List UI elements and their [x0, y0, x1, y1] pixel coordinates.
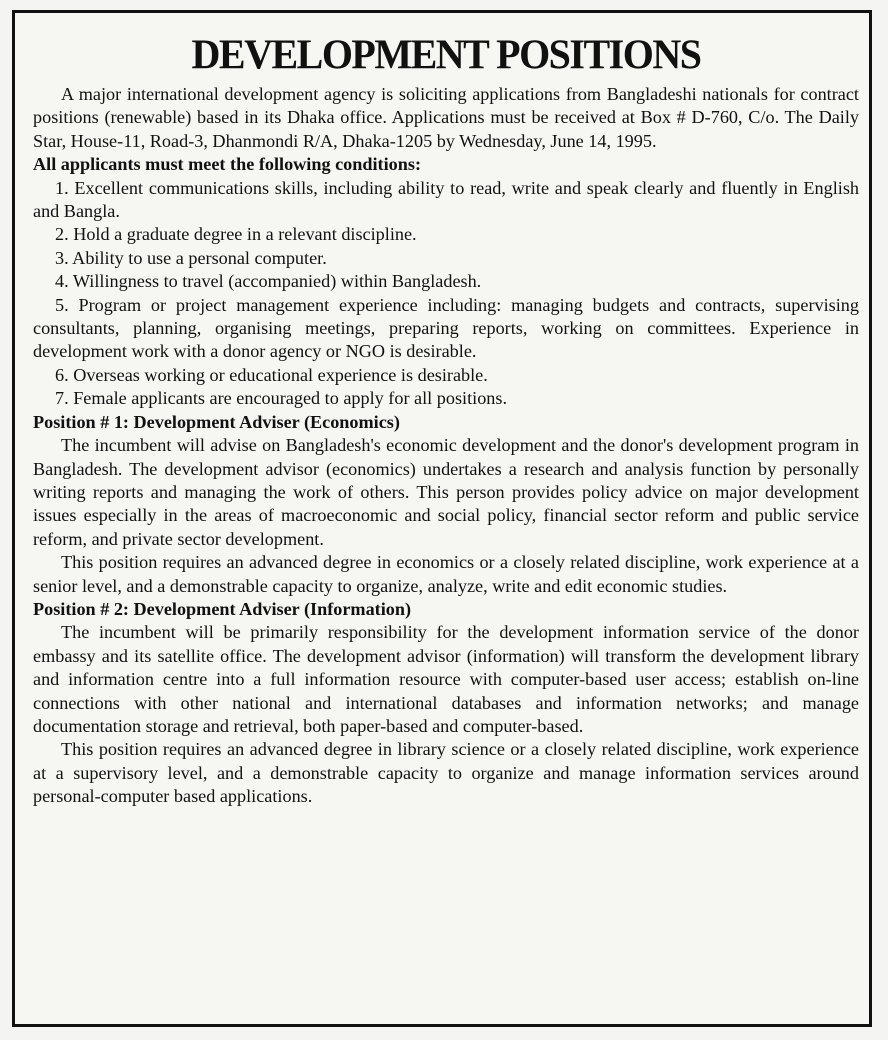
- intro-paragraph: A major international development agency is soliciting applications from Bangladeshi nationals for contract positions (renewable) based in its Dhaka office. Applications must be received at Box # D-760, C/o. The Daily Star, House-11, Road-3, Dhanmondi R/A, Dhaka-1205 by Wednesday, June 14, 1995.: [33, 84, 859, 151]
- page-title: DEVELOPMENT POSITIONS: [191, 30, 701, 79]
- position1-requirements: This position requires an advanced degree in economics or a closely related discipline, work experience at a senior level, and a demonstrable capacity to organize, analyze, write and edit economic studies.: [33, 552, 859, 596]
- condition-item: 2. Hold a graduate degree in a relevant discipline.: [55, 224, 417, 245]
- position2-requirements: This position requires an advanced degree in library science or a closely related discipline, work experience at a supervisory level, and a demonstrable capacity to organize and manage information services around personal-computer based applications.: [33, 739, 859, 807]
- position1-heading: Position # 1: Development Adviser (Economics): [33, 411, 400, 432]
- ad-body: [33, 83, 859, 809]
- condition-item: 4. Willingness to travel (accompanied) within Bangladesh.: [55, 271, 482, 292]
- position1-description: The incumbent will advise on Bangladesh's economic development and the donor's development program in Bangladesh. The development advisor (economics) undertakes a research and analysis function by personally writing reports and managing the work of others. This person provides policy advice on major development issues especially in the areas of macroeconomic and social policy, financial sector reform and public service reform, and private sector development.: [33, 435, 859, 549]
- advertisement-frame: [12, 10, 872, 1027]
- condition-item: 5. Program or project management experience including: managing budgets and contracts, supervising consultants, planning, organising meetings, preparing reports, working on committees. Experience in development work with a donor agency or NGO is desirable.: [33, 294, 859, 362]
- condition-item: 6. Overseas working or educational experience is desirable.: [55, 364, 488, 385]
- position2-description: The incumbent will be primarily responsibility for the development information service of the donor embassy and its satellite office. The development advisor (information) will transform the development library and information centre into a full information resource with computer-based user access; establish on-line connections with other national and international databases and information networks; and manage documentation storage and retrieval, both paper-based and computer-based.: [33, 622, 859, 736]
- conditions-heading: All applicants must meet the following conditions:: [33, 154, 422, 175]
- condition-item: 3. Ability to use a personal computer.: [55, 247, 327, 268]
- condition-item: 1. Excellent communications skills, including ability to read, write and speak clearly and fluently in English and Bangla.: [33, 177, 859, 222]
- condition-item: 7. Female applicants are encouraged to apply for all positions.: [55, 388, 508, 409]
- position2-heading: Position # 2: Development Adviser (Information): [33, 598, 412, 619]
